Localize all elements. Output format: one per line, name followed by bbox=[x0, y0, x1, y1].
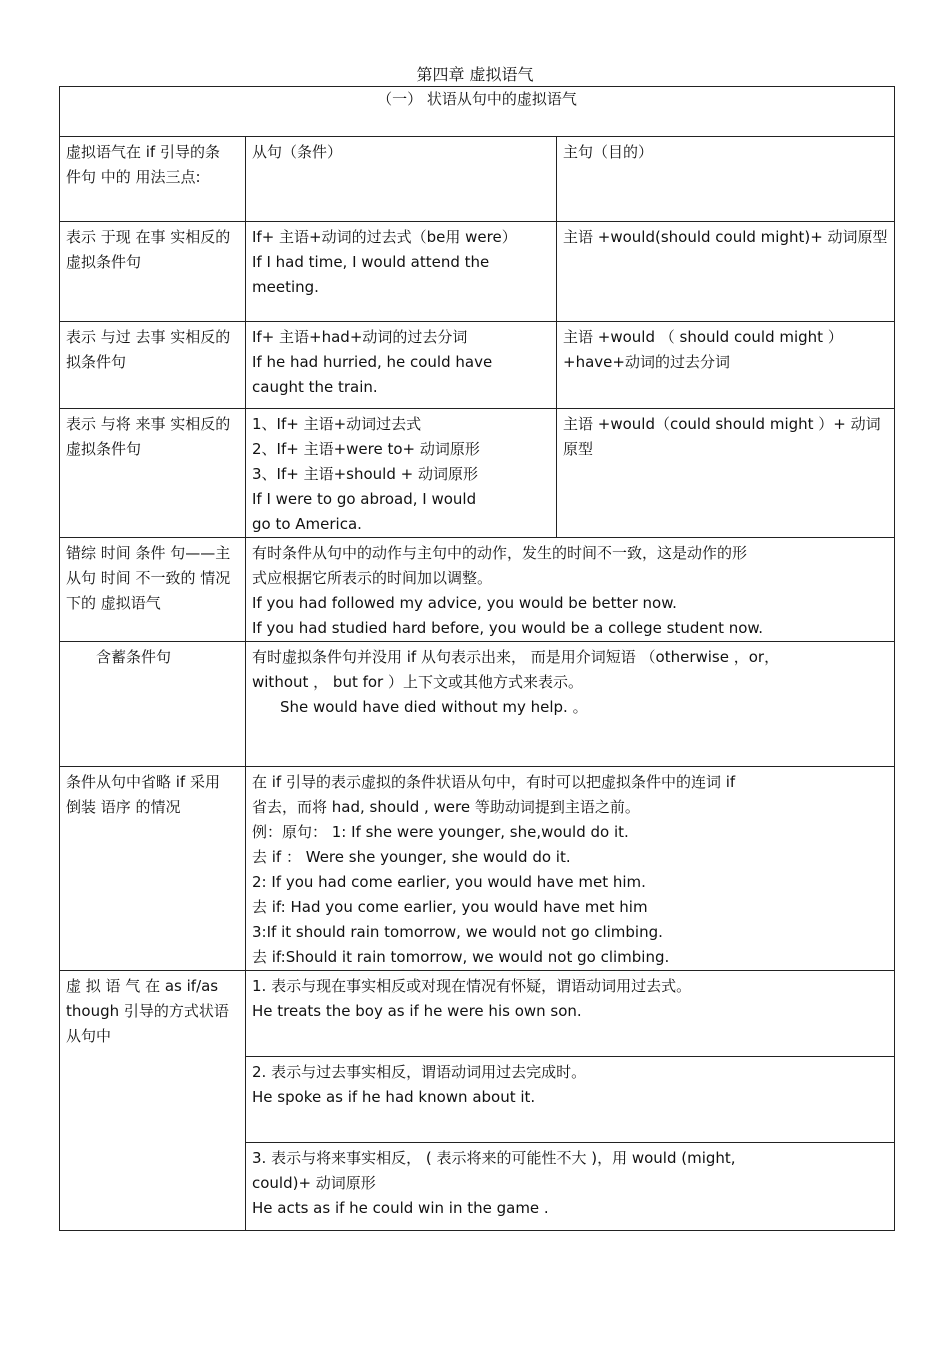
present-main: 主语 +would(should could might)+ 动词原型 bbox=[557, 222, 895, 322]
present-row bbox=[60, 222, 895, 322]
asif-row-1 bbox=[60, 971, 895, 1057]
asif-future: 3. 表示与将来事实相反， ( 表示将来的可能性不大 )，用 would (might, could)+ 动词原形 He acts as if he could win in the game . bbox=[246, 1143, 895, 1231]
future-row bbox=[60, 409, 895, 538]
future-clause: 1、If+ 主语+动词过去式 2、If+ 主语+were to+ 动词原形 3、If+ 主语+should + 动词原形 If I were to go abroad, I would go to America. bbox=[246, 409, 557, 538]
present-clause: If+ 主语+动词的过去式（be用 were） If I had time, I would attend the meeting. bbox=[246, 222, 557, 322]
inversion-label: 条件从句中省略 if 采用 倒装 语序 的情况 bbox=[60, 767, 246, 971]
section-title: （一） 状语从句中的虚拟语气 bbox=[60, 87, 895, 137]
asif-present: 1. 表示与现在事实相反或对现在情况有怀疑，谓语动词用过去式。 He treats the boy as if he were his own son. bbox=[246, 971, 895, 1057]
usage-header: 虚拟语气在 if 引导的条 件句 中的 用法三点: bbox=[60, 137, 246, 222]
past-main: 主语 +would （ should could might ）+have+动词的过去分词 bbox=[557, 322, 895, 409]
future-label: 表示 与将 来事 实相反的虚拟条件句 bbox=[60, 409, 246, 538]
mixed-label: 错综 时间 条件 句——主 从句 时间 不一致的 情况 下的 虚拟语气 bbox=[60, 538, 246, 642]
past-row bbox=[60, 322, 895, 409]
mixed-row bbox=[60, 538, 895, 642]
inversion-content: 在 if 引导的表示虚拟的条件状语从句中，有时可以把虚拟条件中的连词 if 省去，而将 had, should , were 等助动词提到主语之前。 例：原句： 1: If she were younger, she,would do it. 去 if ： Were she younger, she would do it. 2: If you had come earlier, you would have met him. 去 if: Had you come earlier, you would have met him 3:If it should rain tomorrow, we would not go climbing. 去 if:Should it rain tomorrow, we would not go climbing. bbox=[246, 767, 895, 971]
clause-header: 从句（条件） bbox=[246, 137, 557, 222]
past-clause: If+ 主语+had+动词的过去分词 If he had hurried, he could have caught the train. bbox=[246, 322, 557, 409]
header-row bbox=[60, 137, 895, 222]
inversion-row bbox=[60, 767, 895, 971]
chapter-title: 第四章 虚拟语气 bbox=[416, 65, 534, 84]
implicit-row bbox=[60, 642, 895, 767]
main-header: 主句（目的） bbox=[557, 137, 895, 222]
asif-label: 虚 拟 语 气 在 as if/as though 引导的方式状语从句中 bbox=[60, 971, 246, 1231]
present-label: 表示 于现 在事 实相反的虚拟条件句 bbox=[60, 222, 246, 322]
future-main: 主语 +would（could should might ）+ 动词原型 bbox=[557, 409, 895, 538]
past-label: 表示 与过 去事 实相反的拟条件句 bbox=[60, 322, 246, 409]
implicit-label: 含蓄条件句 bbox=[60, 642, 246, 767]
mixed-content: 有时条件从句中的动作与主句中的动作，发生的时间不一致，这是动作的形 式应根据它所表示的时间加以调整。 If you had followed my advice, you would be better now. If you had studied hard before, you would be a college student now. bbox=[246, 538, 895, 642]
subjunctive-table bbox=[59, 86, 895, 1231]
section-title-row bbox=[60, 87, 895, 137]
implicit-content: 有时虚拟条件句并没用 if 从句表示出来， 而是用介词短语 （otherwise ，or， without ， but for ）上下文或其他方式来表示。 She would have died without my help. 。 bbox=[246, 642, 895, 767]
asif-past: 2. 表示与过去事实相反，谓语动词用过去完成时。 He spoke as if he had known about it. bbox=[246, 1057, 895, 1143]
